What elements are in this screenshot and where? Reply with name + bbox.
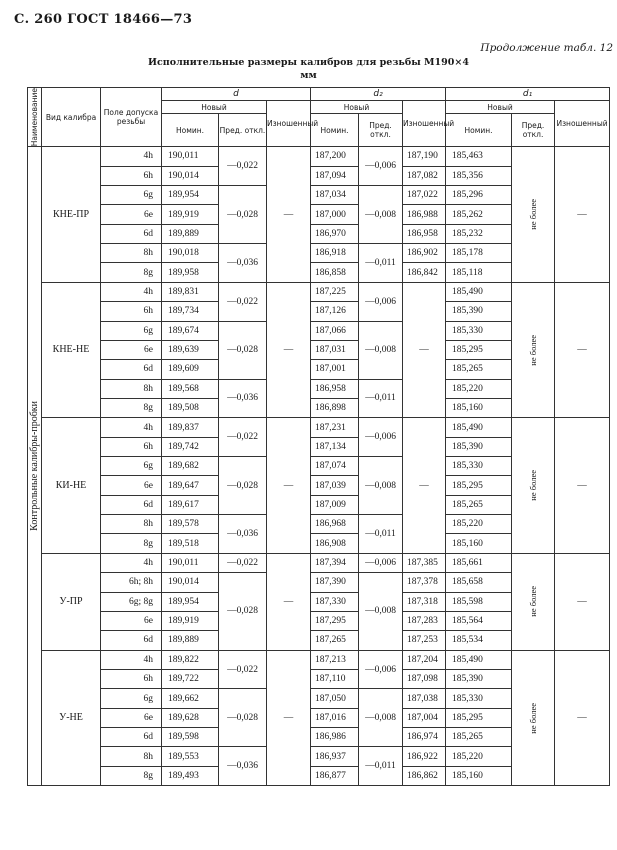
header-d: d (162, 88, 311, 101)
d1-deviation: — (555, 147, 610, 283)
d2-deviation: —0,006 (359, 147, 403, 186)
table-row (28, 553, 610, 572)
table-units: мм (300, 70, 317, 81)
tolerance-field: 8g (101, 398, 162, 417)
d-nominal: 189,722 (162, 670, 219, 689)
d-nominal: 189,954 (162, 186, 219, 205)
d2-worn: 187,082 (403, 166, 446, 185)
d-nominal: 189,682 (162, 457, 219, 476)
table-row (28, 147, 610, 166)
ne-bolee-text: не более (528, 470, 539, 501)
header-d1: d₁ (446, 88, 610, 101)
d1-max-marker (512, 553, 555, 650)
d2-nominal: 187,134 (311, 437, 359, 456)
d2-deviation: —0,008 (359, 573, 403, 650)
d-nominal: 189,617 (162, 495, 219, 514)
tolerance-field: 4h (101, 147, 162, 166)
d-nominal: 189,822 (162, 650, 219, 669)
d1-deviation: — (555, 418, 610, 554)
d1-nominal: 185,220 (446, 515, 512, 534)
d-nominal: 190,011 (162, 147, 219, 166)
d-nominal: 189,628 (162, 708, 219, 727)
d2-worn: 186,842 (403, 263, 446, 282)
tolerance-field: 8g (101, 534, 162, 553)
gauge-type: КНЕ-НЕ (42, 282, 101, 418)
d1-nominal: 185,296 (446, 186, 512, 205)
d1-nominal: 185,295 (446, 340, 512, 359)
d-nominal: 189,493 (162, 766, 219, 785)
header-name-text: Наименование (30, 88, 39, 147)
d1-nominal: 185,490 (446, 282, 512, 301)
d-nominal: 189,831 (162, 282, 219, 301)
header-type: Вид калибра (42, 88, 101, 147)
d2-deviation: —0,011 (359, 244, 403, 283)
tolerance-field: 8h (101, 379, 162, 398)
d1-nominal: 185,220 (446, 379, 512, 398)
tolerance-field: 6g (101, 186, 162, 205)
d2-deviation: —0,011 (359, 515, 403, 554)
tolerance-field: 4h (101, 418, 162, 437)
header-name (28, 88, 42, 147)
tolerance-field: 8g (101, 263, 162, 282)
header-d-lim: Пред. откл. (219, 114, 267, 147)
table-title-line: Исполнительные размеры калибров для резьбы М190×4 (148, 57, 469, 68)
ne-bolee-text: не более (528, 334, 539, 366)
d1-nominal: 185,598 (446, 592, 512, 611)
d2-worn: 187,098 (403, 670, 446, 689)
d2-deviation: —0,008 (359, 689, 403, 747)
d1-max-marker (512, 147, 555, 283)
d2-nominal: 186,918 (311, 244, 359, 263)
tolerance-field: 4h (101, 282, 162, 301)
d1-nominal: 185,178 (446, 244, 512, 263)
d1-max-marker (512, 650, 555, 786)
d2-worn: 186,958 (403, 224, 446, 243)
tolerance-field: 6g (101, 457, 162, 476)
tolerance-field: 6d (101, 728, 162, 747)
d1-nominal: 185,463 (446, 147, 512, 166)
tolerance-field: 6h (101, 302, 162, 321)
d-nominal: 189,609 (162, 360, 219, 379)
d-deviation: —0,028 (219, 186, 267, 244)
d-nominal: 189,837 (162, 418, 219, 437)
header-tolerance: Поле допуска резьбы (101, 88, 162, 147)
d2-deviation: —0,008 (359, 186, 403, 244)
d1-nominal: 185,295 (446, 708, 512, 727)
d-deviation: —0,036 (219, 747, 267, 786)
d-worn: — (267, 418, 311, 554)
d2-nominal: 186,858 (311, 263, 359, 282)
gauge-type: У-НЕ (42, 650, 101, 786)
d2-worn: 187,190 (403, 147, 446, 166)
tolerance-field: 6h (101, 437, 162, 456)
control-gauges-label (28, 147, 42, 786)
d2-worn: 187,204 (403, 650, 446, 669)
d2-nominal: 187,265 (311, 631, 359, 650)
gauge-type: У-ПР (42, 553, 101, 650)
control-gauges-text: Контрольные калибры-пробки (28, 401, 40, 532)
d-nominal: 189,568 (162, 379, 219, 398)
tolerance-field: 6e (101, 708, 162, 727)
d2-nominal: 186,898 (311, 398, 359, 417)
tolerance-field: 4h (101, 553, 162, 572)
d2-nominal: 187,330 (311, 592, 359, 611)
tolerance-field: 6h (101, 670, 162, 689)
d2-worn: 187,022 (403, 186, 446, 205)
gauge-type: КНЕ-ПР (42, 147, 101, 283)
d1-deviation: — (555, 553, 610, 650)
d-nominal: 189,889 (162, 224, 219, 243)
d1-nominal: 185,232 (446, 224, 512, 243)
d2-nominal: 187,066 (311, 321, 359, 340)
d2-nominal: 186,970 (311, 224, 359, 243)
d1-nominal: 185,160 (446, 534, 512, 553)
d2-nominal: 187,074 (311, 457, 359, 476)
d2-nominal: 186,908 (311, 534, 359, 553)
table-title (0, 56, 617, 82)
d1-nominal: 185,330 (446, 457, 512, 476)
d2-deviation: —0,008 (359, 457, 403, 515)
d-nominal: 189,647 (162, 476, 219, 495)
d2-nominal: 187,031 (311, 340, 359, 359)
d-nominal: 189,508 (162, 398, 219, 417)
tolerance-field: 6d (101, 224, 162, 243)
d2-worn: 187,378 (403, 573, 446, 592)
d2-deviation: —0,006 (359, 418, 403, 457)
d-deviation: —0,028 (219, 689, 267, 747)
d-nominal: 190,014 (162, 573, 219, 592)
d-nominal: 189,919 (162, 611, 219, 630)
tolerance-field: 6e (101, 340, 162, 359)
d2-nominal: 186,937 (311, 747, 359, 766)
d2-nominal: 187,000 (311, 205, 359, 224)
tolerance-field: 8h (101, 515, 162, 534)
tolerance-field: 8h (101, 244, 162, 263)
d2-nominal: 187,295 (311, 611, 359, 630)
d-nominal: 189,734 (162, 302, 219, 321)
d1-nominal: 185,265 (446, 728, 512, 747)
d1-nominal: 185,490 (446, 650, 512, 669)
d-deviation: —0,036 (219, 244, 267, 283)
header-d2-worn: Изношенный (403, 101, 446, 147)
d1-deviation: — (555, 282, 610, 418)
table-row (28, 650, 610, 669)
header-d-nom: Номин. (162, 114, 219, 147)
d-deviation: —0,022 (219, 650, 267, 689)
d-worn: — (267, 282, 311, 418)
d2-worn: 187,038 (403, 689, 446, 708)
d2-nominal: 186,877 (311, 766, 359, 785)
d2-nominal: 187,016 (311, 708, 359, 727)
d-nominal: 189,958 (162, 263, 219, 282)
d2-nominal: 187,394 (311, 553, 359, 572)
d-nominal: 189,954 (162, 592, 219, 611)
d-nominal: 190,018 (162, 244, 219, 263)
d1-nominal: 185,564 (446, 611, 512, 630)
d2-worn: 186,974 (403, 728, 446, 747)
page-header: С. 260 ГОСТ 18466—73 (14, 12, 193, 27)
d2-nominal: 187,050 (311, 689, 359, 708)
d1-nominal: 185,295 (446, 476, 512, 495)
d2-nominal: 187,034 (311, 186, 359, 205)
tolerance-field: 6h (101, 166, 162, 185)
d-deviation: —0,028 (219, 321, 267, 379)
header-d1-lim: Пред. откл. (512, 114, 555, 147)
d2-deviation: —0,011 (359, 379, 403, 418)
tolerance-field: 6e (101, 611, 162, 630)
d1-nominal: 185,534 (446, 631, 512, 650)
d2-deviation: —0,011 (359, 747, 403, 786)
d1-nominal: 185,658 (446, 573, 512, 592)
d1-nominal: 185,356 (446, 166, 512, 185)
d-nominal: 189,553 (162, 747, 219, 766)
header-d-worn: Изношенный (267, 101, 311, 147)
d2-nominal: 187,225 (311, 282, 359, 301)
gauge-dimensions-table (27, 87, 610, 786)
d2-worn: 187,385 (403, 553, 446, 572)
d1-nominal: 185,330 (446, 689, 512, 708)
d-nominal: 189,639 (162, 340, 219, 359)
header-d-new: Новый (162, 101, 267, 114)
d-nominal: 189,919 (162, 205, 219, 224)
d2-deviation: —0,008 (359, 321, 403, 379)
d1-max-marker (512, 418, 555, 554)
d-worn: — (267, 553, 311, 650)
d1-nominal: 185,118 (446, 263, 512, 282)
d1-nominal: 185,390 (446, 670, 512, 689)
d2-nominal: 187,126 (311, 302, 359, 321)
d2-nominal: 187,094 (311, 166, 359, 185)
d1-nominal: 185,262 (446, 205, 512, 224)
tolerance-field: 8h (101, 747, 162, 766)
header-d1-worn: Изношенный (555, 101, 610, 147)
d-nominal: 189,674 (162, 321, 219, 340)
d2-worn: 186,988 (403, 205, 446, 224)
d2-nominal: 186,986 (311, 728, 359, 747)
tolerance-field: 6g; 8g (101, 592, 162, 611)
d-deviation: —0,022 (219, 282, 267, 321)
tolerance-field: 6e (101, 476, 162, 495)
d2-nominal: 187,039 (311, 476, 359, 495)
d1-nominal: 185,160 (446, 398, 512, 417)
d2-nominal: 187,001 (311, 360, 359, 379)
d2-nominal: 187,110 (311, 670, 359, 689)
table-row (28, 282, 610, 301)
d-worn: — (267, 147, 311, 283)
tolerance-field: 8g (101, 766, 162, 785)
d1-nominal: 185,490 (446, 418, 512, 437)
d2-worn: 186,922 (403, 747, 446, 766)
d-worn: — (267, 650, 311, 786)
header-d2-nom: Номин. (311, 114, 359, 147)
d-deviation: —0,022 (219, 418, 267, 457)
tolerance-field: 6d (101, 360, 162, 379)
d2-nominal: 187,231 (311, 418, 359, 437)
d-nominal: 190,011 (162, 553, 219, 572)
d-deviation: —0,036 (219, 379, 267, 418)
table-row (28, 418, 610, 437)
d-deviation: —0,036 (219, 515, 267, 554)
header-d1-new: Новый (446, 101, 555, 114)
d2-nominal: 187,200 (311, 147, 359, 166)
d2-deviation: —0,006 (359, 282, 403, 321)
table-body (28, 147, 610, 786)
tolerance-field: 6g (101, 321, 162, 340)
d-deviation: —0,028 (219, 457, 267, 515)
header-d2: d₂ (311, 88, 446, 101)
tolerance-field: 6g (101, 689, 162, 708)
tolerance-field: 6h; 8h (101, 573, 162, 592)
d-deviation: —0,022 (219, 553, 267, 572)
d1-nominal: 185,390 (446, 437, 512, 456)
d2-worn: — (403, 418, 446, 554)
d1-nominal: 185,390 (446, 302, 512, 321)
d-nominal: 189,742 (162, 437, 219, 456)
d-nominal: 189,662 (162, 689, 219, 708)
ne-bolee-text: не более (528, 586, 539, 618)
d2-worn: — (403, 282, 446, 418)
d2-nominal: 186,958 (311, 379, 359, 398)
d2-nominal: 186,968 (311, 515, 359, 534)
d2-worn: 187,318 (403, 592, 446, 611)
d2-deviation: —0,006 (359, 650, 403, 689)
d1-nominal: 185,265 (446, 360, 512, 379)
d-nominal: 189,598 (162, 728, 219, 747)
d1-nominal: 185,160 (446, 766, 512, 785)
d1-deviation: — (555, 650, 610, 786)
d2-worn: 187,004 (403, 708, 446, 727)
d2-deviation: —0,006 (359, 553, 403, 572)
d-deviation: —0,022 (219, 147, 267, 186)
d1-nominal: 185,220 (446, 747, 512, 766)
d1-nominal: 185,265 (446, 495, 512, 514)
d1-max-marker (512, 282, 555, 418)
d-nominal: 189,889 (162, 631, 219, 650)
header-d2-lim: Пред. откл. (359, 114, 403, 147)
continuation-label: Продолжение табл. 12 (480, 42, 613, 54)
d-nominal: 189,518 (162, 534, 219, 553)
tolerance-field: 6e (101, 205, 162, 224)
d2-worn: 186,862 (403, 766, 446, 785)
gauge-type: КИ-НЕ (42, 418, 101, 554)
header-d2-new: Новый (311, 101, 403, 114)
d2-nominal: 187,213 (311, 650, 359, 669)
d1-nominal: 185,661 (446, 553, 512, 572)
d2-worn: 187,283 (403, 611, 446, 630)
ne-bolee-text: не более (528, 702, 539, 734)
header-d1-nom: Номин. (446, 114, 512, 147)
d-nominal: 189,578 (162, 515, 219, 534)
tolerance-field: 6d (101, 631, 162, 650)
d2-worn: 186,902 (403, 244, 446, 263)
d2-worn: 187,253 (403, 631, 446, 650)
d2-nominal: 187,009 (311, 495, 359, 514)
tolerance-field: 6d (101, 495, 162, 514)
d1-nominal: 185,330 (446, 321, 512, 340)
tolerance-field: 4h (101, 650, 162, 669)
d-deviation: —0,028 (219, 573, 267, 650)
d-nominal: 190,014 (162, 166, 219, 185)
ne-bolee-text: не более (528, 199, 539, 230)
d2-nominal: 187,390 (311, 573, 359, 592)
